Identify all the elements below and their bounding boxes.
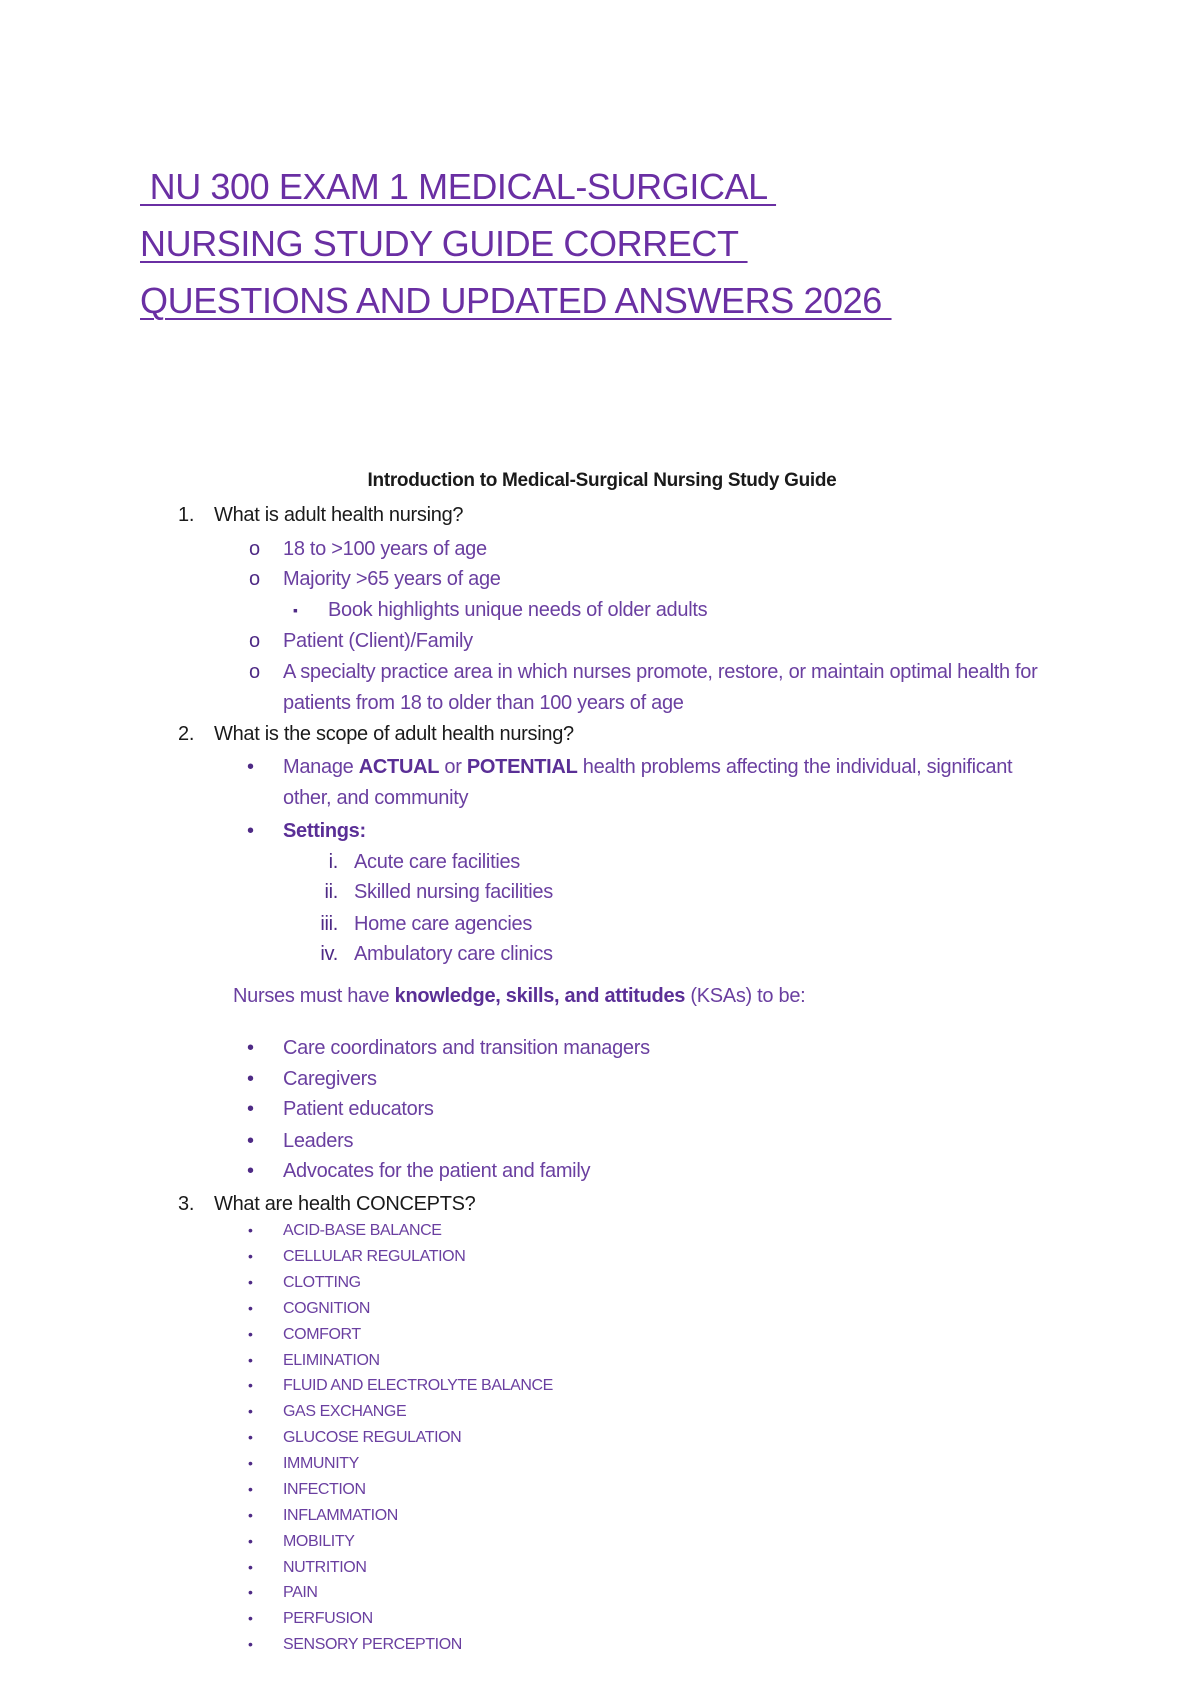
concept-text: IMMUNITY (283, 1455, 359, 1472)
actual-emphasis: ACTUAL (358, 756, 440, 778)
title-line-3: QUESTIONS AND UPDATED ANSWERS 2026 (140, 280, 892, 321)
bullet-icon: • (248, 1403, 253, 1419)
bullet-icon: • (248, 1507, 253, 1523)
ksa-note (233, 985, 805, 1008)
list-item-text: Book highlights unique needs of older adults (328, 599, 708, 621)
list-item-text: Patient (Client)/Family (283, 630, 473, 652)
concept-text: ELIMINATION (283, 1352, 380, 1369)
question-text: What is adult health nursing? (214, 504, 464, 526)
question-number: 2. (178, 723, 195, 745)
concept-text: SENSORY PERCEPTION (283, 1636, 462, 1653)
bullet-icon: • (248, 1377, 253, 1393)
circle-bullet-icon: o (249, 538, 260, 560)
concept-text: NUTRITION (283, 1559, 367, 1576)
circle-bullet-icon: o (249, 661, 260, 683)
settings-item-text: Home care agencies (354, 913, 533, 935)
manage-pre: Manage (283, 756, 359, 778)
bullet-icon: • (247, 1130, 254, 1152)
settings-item-text: Ambulatory care clinics (354, 943, 553, 965)
bullet-icon: • (248, 1429, 253, 1445)
bullet-icon: • (248, 1636, 253, 1652)
question-number: 3. (178, 1193, 195, 1215)
role-text: Care coordinators and transition managers (283, 1037, 650, 1059)
bullet-icon: • (248, 1533, 253, 1549)
concept-text: CLOTTING (283, 1274, 361, 1291)
list-item-text: A specialty practice area in which nurses promote, restore, or maintain optimal health for patients from 18 to older than 100 years of age (283, 661, 1038, 714)
bullet-icon: • (248, 1610, 253, 1626)
role-text: Caregivers (283, 1068, 377, 1090)
bullet-icon: • (248, 1559, 253, 1575)
bullet-icon: • (247, 1160, 254, 1182)
roman-numeral: iii. (320, 913, 338, 935)
concept-text: CELLULAR REGULATION (283, 1248, 466, 1265)
ksa-note-pre: Nurses must have (233, 985, 395, 1007)
bullet-icon: • (247, 1037, 254, 1059)
bullet-icon: • (248, 1326, 253, 1342)
bullet-icon: • (248, 1300, 253, 1316)
concept-text: GLUCOSE REGULATION (283, 1429, 462, 1446)
document-title (140, 158, 900, 329)
concept-text: ACID-BASE BALANCE (283, 1222, 442, 1239)
question-text: What is the scope of adult health nursing? (214, 723, 574, 745)
settings-item-text: Skilled nursing facilities (354, 881, 553, 903)
title-line-2: NURSING STUDY GUIDE CORRECT (140, 223, 748, 264)
bullet-icon: • (248, 1352, 253, 1368)
question-text: What are health CONCEPTS? (214, 1193, 476, 1215)
role-text: Leaders (283, 1130, 354, 1152)
concept-text: GAS EXCHANGE (283, 1403, 407, 1420)
concept-text: PERFUSION (283, 1610, 373, 1627)
manage-or: or (439, 756, 467, 778)
ksa-note-post: (KSAs) to be: (685, 985, 806, 1007)
bullet-icon: • (248, 1481, 253, 1497)
bullet-icon: • (247, 1068, 254, 1090)
title-line-1: NU 300 EXAM 1 MEDICAL-SURGICAL (140, 166, 777, 207)
settings-label: Settings: (283, 820, 366, 842)
circle-bullet-icon: o (249, 630, 260, 652)
concept-text: INFECTION (283, 1481, 366, 1498)
bullet-icon: • (248, 1455, 253, 1471)
role-text: Patient educators (283, 1098, 434, 1120)
settings-item-text: Acute care facilities (354, 851, 520, 873)
ksa-note-bold: knowledge, skills, and attitudes (394, 985, 686, 1007)
bullet-icon: • (247, 820, 254, 842)
bullet-icon: • (247, 1098, 254, 1120)
concept-text: COGNITION (283, 1300, 371, 1317)
concept-text: MOBILITY (283, 1533, 355, 1550)
list-item-text: Majority >65 years of age (283, 568, 501, 590)
bullet-icon: • (248, 1274, 253, 1290)
roman-numeral: ii. (324, 881, 338, 903)
bullet-icon: • (248, 1584, 253, 1600)
manage-post: health problems affecting the individual, significant other, and community (283, 756, 1013, 809)
question-number: 1. (178, 504, 195, 526)
guide-heading: Introduction to Medical-Surgical Nursing Study Guide (367, 470, 837, 491)
roman-numeral: iv. (320, 943, 338, 965)
manage-text (283, 752, 1043, 814)
concept-text: COMFORT (283, 1326, 361, 1343)
role-text: Advocates for the patient and family (283, 1160, 591, 1182)
roman-numeral: i. (328, 851, 338, 873)
square-bullet-icon: ▪ (293, 602, 298, 618)
circle-bullet-icon: o (249, 568, 260, 590)
concept-text: INFLAMMATION (283, 1507, 398, 1524)
concept-text: FLUID AND ELECTROLYTE BALANCE (283, 1377, 553, 1394)
potential-emphasis: POTENTIAL (466, 756, 578, 778)
bullet-icon: • (247, 756, 254, 778)
bullet-icon: • (248, 1248, 253, 1264)
bullet-icon: • (248, 1222, 253, 1238)
concept-text: PAIN (283, 1584, 318, 1601)
list-item-text: 18 to >100 years of age (283, 538, 487, 560)
